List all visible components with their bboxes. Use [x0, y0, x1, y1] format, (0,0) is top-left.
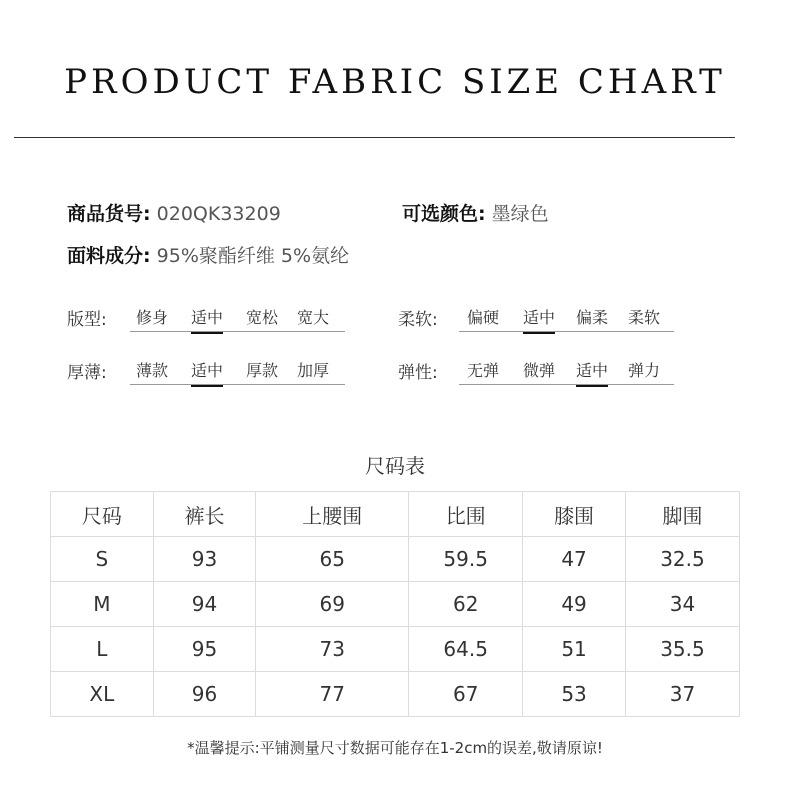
elasticity-option-slight: 微弹 — [522, 361, 555, 380]
table-cell: 32.5 — [625, 537, 739, 582]
table-cell: 77 — [256, 672, 409, 717]
table-cell: 53 — [523, 672, 626, 717]
thickness-option-thin: 薄款 — [135, 361, 168, 380]
table-cell: 65 — [256, 537, 409, 582]
available-colors — [402, 199, 549, 226]
header-cell: 脚围 — [625, 492, 739, 537]
elasticity-scale — [459, 356, 674, 385]
table-row — [51, 672, 740, 717]
header-cell: 膝围 — [523, 492, 626, 537]
color-value: 墨绿色 — [491, 203, 549, 225]
table-cell: 94 — [153, 582, 256, 627]
measurement-note: *温馨提示:平铺测量尺寸数据可能存在1-2cm的误差,敬请原谅! — [187, 739, 603, 757]
softness-option-medium: 适中 — [519, 305, 559, 328]
fabric-label: 面料成分: — [67, 245, 151, 267]
thickness-label: 厚薄: — [67, 363, 107, 383]
table-cell: 49 — [523, 582, 626, 627]
fit-option-wide: 宽大 — [296, 308, 329, 327]
size-table-header-row — [51, 492, 740, 537]
softness-option-hard: 偏硬 — [466, 308, 499, 327]
size-table — [50, 491, 740, 717]
table-row — [51, 627, 740, 672]
item-number-value: 020QK33209 — [156, 203, 281, 225]
size-table-title: 尺码表 — [365, 454, 425, 478]
title-divider — [14, 137, 735, 138]
table-cell: 51 — [523, 627, 626, 672]
item-number-label: 商品货号: — [67, 203, 151, 225]
fit-option-regular: 适中 — [187, 305, 227, 328]
table-cell: 67 — [409, 672, 523, 717]
table-cell: 59.5 — [409, 537, 523, 582]
table-cell: 64.5 — [409, 627, 523, 672]
table-cell: 37 — [625, 672, 739, 717]
table-cell: 96 — [153, 672, 256, 717]
header-cell: 上腰围 — [256, 492, 409, 537]
elasticity-label: 弹性: — [398, 363, 438, 383]
thickness-option-thick: 厚款 — [245, 361, 278, 380]
item-number — [67, 199, 281, 226]
table-cell: 34 — [625, 582, 739, 627]
thickness-scale — [130, 356, 345, 385]
fit-label: 版型: — [67, 310, 107, 330]
header-cell: 裤长 — [153, 492, 256, 537]
table-row — [51, 582, 740, 627]
table-cell: M — [51, 582, 154, 627]
elasticity-option-none: 无弹 — [466, 361, 499, 380]
page-title: PRODUCT FABRIC SIZE CHART — [64, 62, 726, 102]
elasticity-option-stretch: 弹力 — [627, 361, 660, 380]
thickness-option-extra-thick: 加厚 — [296, 361, 329, 380]
elasticity-option-medium: 适中 — [572, 358, 612, 381]
table-cell: XL — [51, 672, 154, 717]
table-row — [51, 537, 740, 582]
table-cell: 93 — [153, 537, 256, 582]
header-cell: 尺码 — [51, 492, 154, 537]
table-cell: 95 — [153, 627, 256, 672]
table-cell: 47 — [523, 537, 626, 582]
table-cell: 35.5 — [625, 627, 739, 672]
table-cell: 69 — [256, 582, 409, 627]
fabric-value: 95%聚酯纤维 5%氨纶 — [156, 245, 350, 267]
fabric-composition — [67, 241, 349, 268]
softness-scale — [459, 303, 674, 332]
fit-option-loose: 宽松 — [245, 308, 278, 327]
fit-scale — [130, 303, 345, 332]
table-cell: L — [51, 627, 154, 672]
table-cell: 73 — [256, 627, 409, 672]
table-cell: 62 — [409, 582, 523, 627]
header-cell: 比围 — [409, 492, 523, 537]
softness-option-soft: 柔软 — [627, 308, 660, 327]
table-cell: S — [51, 537, 154, 582]
softness-label: 柔软: — [398, 310, 438, 330]
thickness-option-medium: 适中 — [187, 358, 227, 381]
color-label: 可选颜色: — [402, 203, 486, 225]
fit-option-slim: 修身 — [135, 308, 168, 327]
softness-option-softish: 偏柔 — [575, 308, 608, 327]
